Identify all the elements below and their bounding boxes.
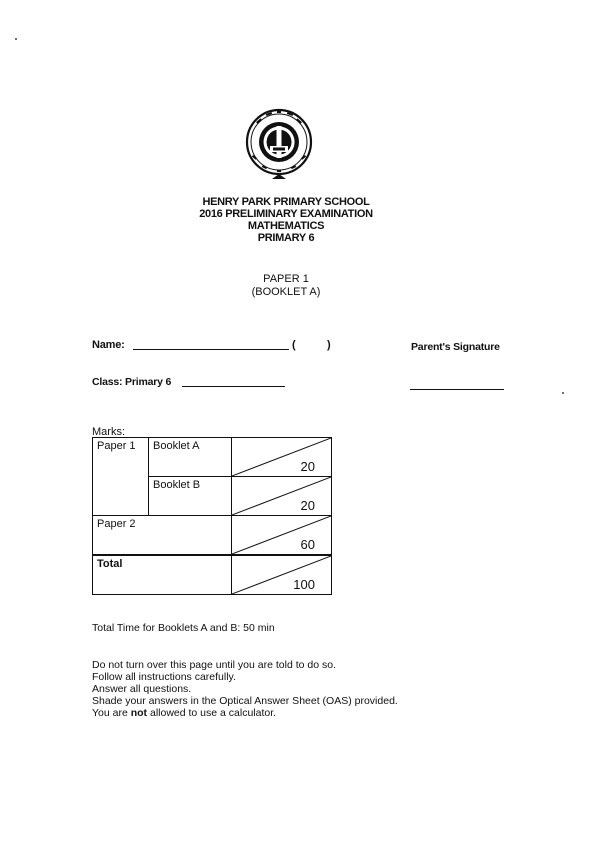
school-heading — [0, 196, 572, 244]
instruction-text: allowed to use a calculator. — [147, 707, 277, 719]
school-crest-logo — [244, 106, 314, 186]
name-field[interactable] — [133, 349, 289, 350]
instruction-line: Do not turn over this page until you are told to do so. — [92, 659, 336, 671]
booklet-b-label: Booklet B — [153, 479, 201, 491]
paper1-cell — [93, 438, 149, 516]
instruction-line: Answer all questions. — [92, 683, 192, 695]
instruction-line: Follow all instructions carefully. — [92, 671, 236, 683]
booklet-b-cell — [149, 477, 232, 516]
class-label: Class: Primary 6 — [92, 376, 172, 388]
index-close-paren: ) — [327, 339, 331, 351]
instruction-line: Shade your answers in the Optical Answer Sheet (OAS) provided. — [92, 695, 398, 707]
scan-speck — [562, 392, 564, 394]
total-max-score: 100 — [293, 577, 315, 592]
paper2-score-cell[interactable] — [232, 516, 332, 556]
index-number-field[interactable] — [298, 336, 326, 352]
paper2-cell — [93, 516, 232, 556]
instructions-block — [92, 659, 398, 719]
booklet-b-score-cell[interactable] — [232, 477, 332, 516]
total-score-cell[interactable] — [232, 555, 332, 595]
total-label: Total — [97, 558, 123, 570]
parent-signature-field[interactable] — [410, 389, 504, 390]
booklet-title: (BOOKLET A) — [251, 286, 321, 298]
diagonal-divider — [232, 516, 331, 554]
booklet-b-max-score: 20 — [300, 498, 315, 513]
total-cell — [93, 555, 232, 595]
booklet-a-cell — [149, 438, 232, 477]
diagonal-divider — [232, 438, 331, 476]
instruction-text: You are — [92, 707, 131, 719]
scan-speck — [15, 38, 17, 40]
marks-label: Marks: — [92, 426, 125, 438]
index-open-paren: ( — [292, 339, 296, 351]
paper2-label: Paper 2 — [97, 518, 136, 530]
paper-heading — [0, 273, 572, 299]
diagonal-divider — [232, 556, 331, 594]
booklet-a-score-cell[interactable] — [232, 438, 332, 477]
parent-signature-label: Parent's Signature — [411, 341, 500, 353]
marks-table — [92, 437, 332, 595]
booklet-a-max-score: 20 — [300, 459, 315, 474]
subject-title: MATHEMATICS — [247, 220, 325, 232]
paper2-max-score: 60 — [300, 537, 315, 552]
instruction-emphasis: not — [130, 707, 148, 719]
exam-title: 2016 PRELIMINARY EXAMINATION — [199, 208, 373, 220]
name-label: Name: — [92, 339, 125, 351]
level-title: PRIMARY 6 — [257, 232, 315, 244]
paper1-label: Paper 1 — [97, 440, 136, 452]
instruction-line — [92, 707, 398, 719]
booklet-a-label: Booklet A — [153, 440, 200, 452]
paper-title: PAPER 1 — [263, 273, 309, 285]
diagonal-divider — [232, 477, 331, 515]
time-note: Total Time for Booklets A and B: 50 min — [92, 622, 275, 634]
school-name: HENRY PARK PRIMARY SCHOOL — [202, 196, 370, 208]
class-field[interactable] — [182, 386, 285, 387]
